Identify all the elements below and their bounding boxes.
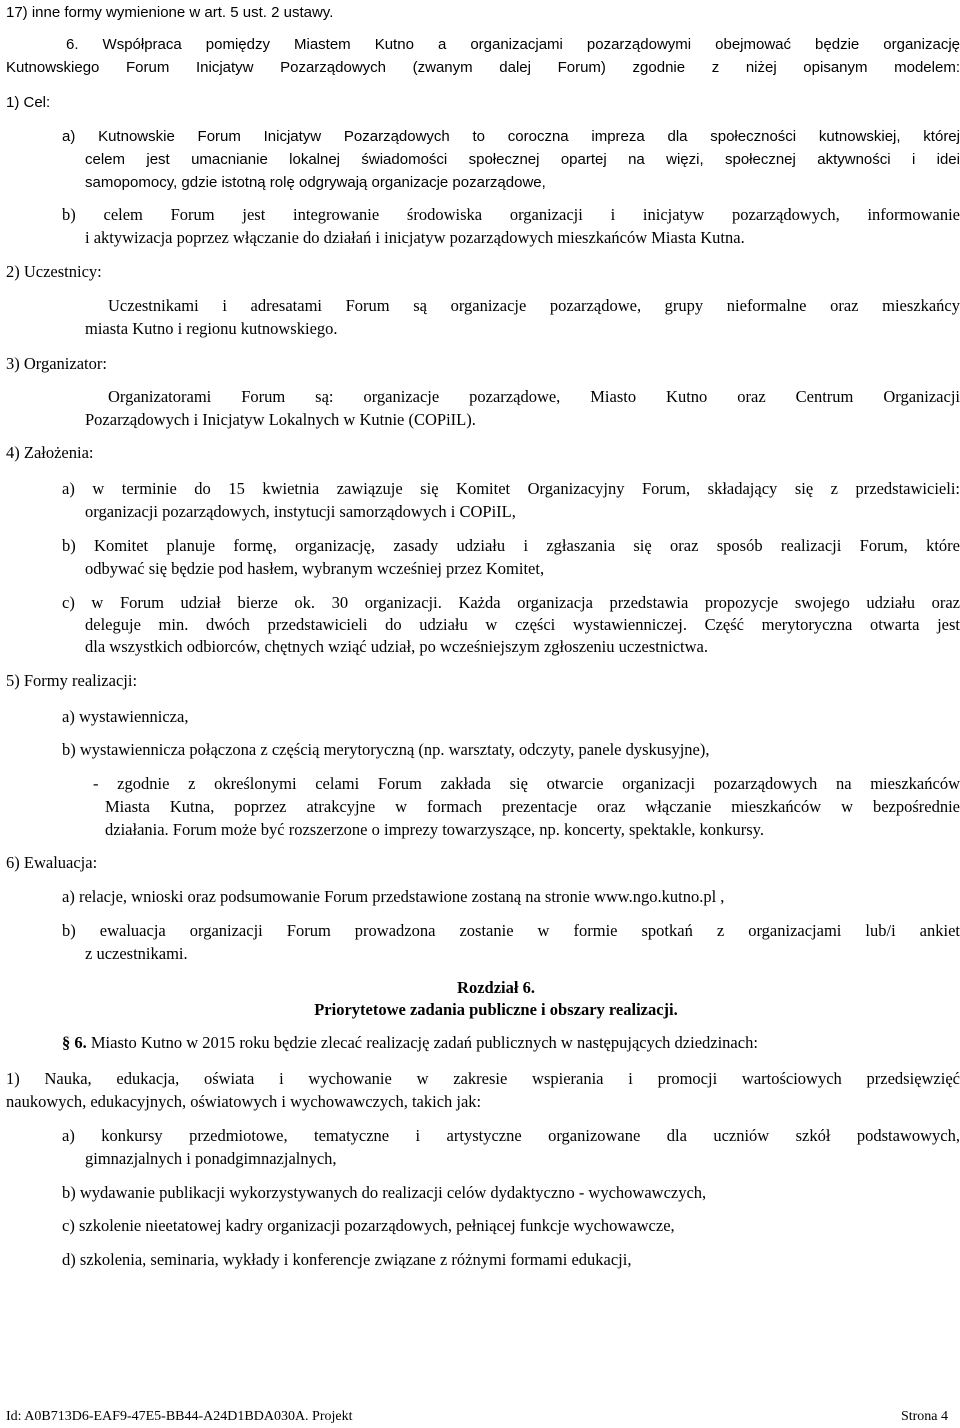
- cel-item-b-line-2: i aktywizacja poprzez włączanie do działań i inicjatyw pozarządowych mieszkańców Miasta Kutna.: [85, 228, 745, 247]
- formy-item-b: b) wystawiennicza połączona z częścią merytoryczną (np. warsztaty, odczyty, panele dyskusyjne),: [62, 740, 710, 759]
- zalozenia-item-c-line-1: c) w Forum udział bierze ok. 30 organizacji. Każda organizacja przedstawia propozycje swojego udziału oraz: [62, 593, 960, 612]
- formy-detail-line-1: - zgodnie z określonymi celami Forum zakłada się otwarcie organizacji pozarządowych na mieszkańców: [93, 774, 960, 793]
- chapter-item-b: b) wydawanie publikacji wykorzystywanych do realizacji celów dydaktyczno - wychowawczych,: [62, 1183, 707, 1202]
- formy-detail-line-2: Miasta Kutna, poprzez atrakcyjne w formach prezentacje oraz włączanie mieszkańców w bezpośrednie: [105, 797, 960, 816]
- uczestnicy-line-1: Uczestnikami i adresatami Forum są organizacje pozarządowe, grupy nieformalne oraz mieszkańcy: [108, 296, 960, 315]
- chapter-item-d: d) szkolenia, seminaria, wykłady i konferencje związane z różnymi formami edukacji,: [62, 1250, 632, 1269]
- paragraph-6-line-1: 6. Współpraca pomiędzy Miastem Kutno a organizacjami pozarządowymi obejmować będzie organizację: [66, 36, 960, 53]
- zalozenia-item-c-line-2: deleguje min. dwóch przedstawicieli do udziału w części wystawienniczej. Część merytoryczna otwarta jest: [85, 615, 960, 634]
- section-heading-uczestnicy: 2) Uczestnicy:: [6, 262, 102, 281]
- zalozenia-item-a-line-2: organizacji pozarządowych, instytucji samorządowych i COPiIL,: [85, 502, 516, 521]
- ewaluacja-item-a: a) relacje, wnioski oraz podsumowanie Forum przedstawione zostaną na stronie www.ngo.kutno.pl ,: [62, 887, 725, 906]
- section-heading-formy: 5) Formy realizacji:: [6, 671, 138, 690]
- section-heading-cel: 1) Cel:: [6, 94, 51, 111]
- organizator-line-1: Organizatorami Forum są: organizacje pozarządowe, Miasto Kutno oraz Centrum Organizacji: [108, 387, 960, 406]
- cel-item-b-line-1: b) celem Forum jest integrowanie środowiska organizacji i inicjatyw pozarządowych, informowanie: [62, 205, 960, 224]
- paragraph-number: § 6.: [62, 1033, 87, 1052]
- cel-item-a-line-1: a) Kutnowskie Forum Inicjatyw Pozarządowych to coroczna impreza dla społeczności kutnowskiej, której: [62, 128, 960, 145]
- zalozenia-item-a-line-1: a) w terminie do 15 kwietnia zawiązuje się Komitet Organizacyjny Forum, składający się z przedstawicieli:: [62, 479, 960, 498]
- formy-item-a: a) wystawiennicza,: [62, 707, 189, 726]
- paragraph-6-line-2: Kutnowskiego Forum Inicjatyw Pozarządowych (zwanym dalej Forum) zgodnie z niżej opisanym modelem:: [6, 59, 960, 76]
- zalozenia-item-c-line-3: dla wszystkich odbiorców, chętnych wziąć udział, po wcześniejszym zgłoszeniu uczestnictwa.: [85, 637, 708, 656]
- footer-page-number: Strona 4: [900, 1409, 948, 1424]
- zalozenia-item-b-line-2: odbywać się będzie pod hasłem, wybranym wcześniej przez Komitet,: [85, 559, 545, 578]
- paragraph-text: Miasto Kutno w 2015 roku będzie zlecać realizację zadań publicznych w następujących dziedzinach:: [90, 1033, 758, 1052]
- cel-item-a-line-2: celem jest umacnianie lokalnej świadomości społecznej opartej na więzi, społecznej aktywności i idei: [85, 151, 960, 168]
- chapter-item-1-line-2: naukowych, edukacyjnych, oświatowych i wychowawczych, takich jak:: [6, 1092, 482, 1111]
- footer-document-id: Id: A0B713D6-EAF9-47E5-BB44-A24D1BDA030A. Projekt: [6, 1409, 353, 1424]
- chapter-subtitle: Priorytetowe zadania publiczne i obszary realizacji.: [314, 1000, 678, 1019]
- chapter-item-1-line-1: 1) Nauka, edukacja, oświata i wychowanie w zakresie wspierania i promocji wartościowych przedsięwzięć: [6, 1069, 960, 1088]
- chapter-item-a-line-2: gimnazjalnych i ponadgimnazjalnych,: [85, 1149, 337, 1168]
- section-heading-ewaluacja: 6) Ewaluacja:: [6, 853, 98, 872]
- chapter-item-c: c) szkolenie nieetatowej kadry organizacji pozarządowych, pełniącej funkcje wychowawcze,: [62, 1216, 675, 1235]
- ewaluacja-item-b-line-1: b) ewaluacja organizacji Forum prowadzona zostanie w formie spotkań z organizacjami lub/i ankiet: [62, 921, 960, 940]
- ewaluacja-item-b-line-2: z uczestnikami.: [85, 944, 188, 963]
- chapter-title: Rozdział 6.: [457, 978, 535, 997]
- section-heading-organizator: 3) Organizator:: [6, 354, 107, 373]
- cel-item-a-line-3: samopomocy, gdzie istotną rolę odgrywają organizacje pozarządowe,: [85, 174, 546, 191]
- formy-detail-line-3: działania. Forum może być rozszerzone o imprezy towarzyszące, np. koncerty, spektakle, konkursy.: [105, 820, 764, 839]
- list-item-17: 17) inne formy wymienione w art. 5 ust. 2 ustawy.: [6, 4, 334, 21]
- zalozenia-item-b-line-1: b) Komitet planuje formę, organizację, zasady udziału i zgłaszania się oraz sposób realizacji Forum, które: [62, 536, 960, 555]
- uczestnicy-line-2: miasta Kutno i regionu kutnowskiego.: [85, 319, 338, 338]
- chapter-item-a-line-1: a) konkursy przedmiotowe, tematyczne i artystyczne organizowane dla uczniów szkół podstawowych,: [62, 1126, 960, 1145]
- organizator-line-2: Pozarządowych i Inicjatyw Lokalnych w Kutnie (COPiIL).: [85, 410, 476, 429]
- section-heading-zalozenia: 4) Założenia:: [6, 443, 94, 462]
